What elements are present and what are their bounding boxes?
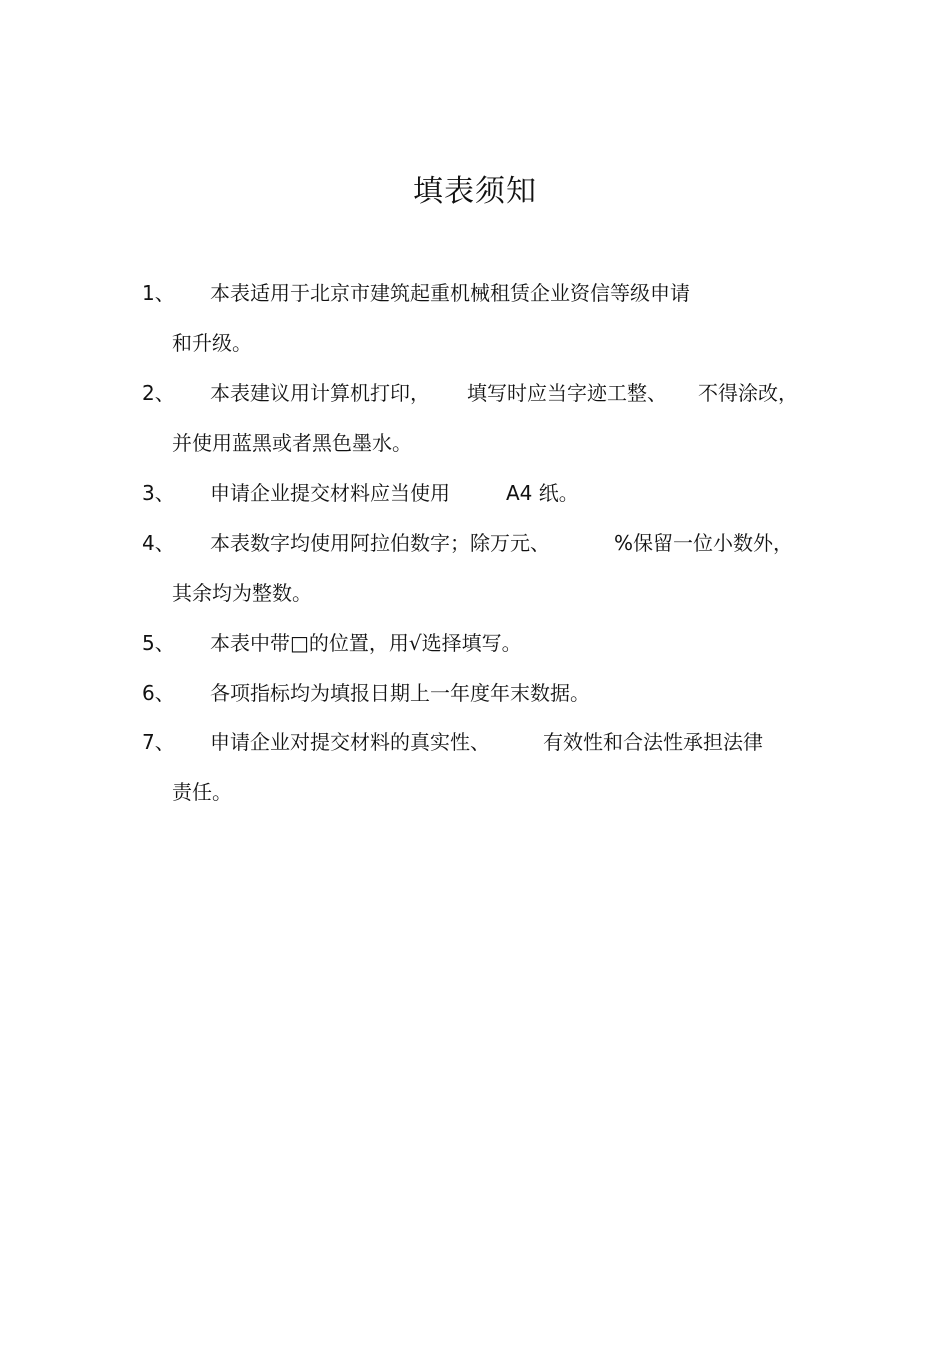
- item-text: 本表数字均使用阿拉伯数字；除万元、: [210, 531, 550, 555]
- item-text: 申请企业提交材料应当使用: [210, 481, 450, 505]
- item-text-continued: 其余均为整数。: [172, 581, 312, 605]
- item-text-continued: 和升级。: [172, 331, 252, 355]
- item-number: 3、: [142, 481, 175, 505]
- item-text: 申请企业对提交材料的真实性、: [210, 730, 490, 754]
- item-number: 2、: [142, 381, 175, 405]
- page-title: 填表须知: [413, 174, 537, 209]
- item-text-continued: 并使用蓝黑或者黑色墨水。: [172, 431, 412, 455]
- item-number: 4、: [142, 531, 175, 555]
- item-text: [210, 379, 430, 407]
- item-text-segment: 填写时应当字迹工整、: [467, 381, 667, 405]
- item-number: 1、: [142, 281, 175, 305]
- item-text: 各项指标均为填报日期上一年度年末数据。: [210, 681, 590, 705]
- item-text: 本表中带□的位置，用√选择填写。: [210, 631, 522, 655]
- item-number: 7、: [142, 730, 175, 754]
- item-text-segment: A4 纸。: [506, 481, 579, 505]
- item-text-segment: 有效性和合法性承担法律: [543, 730, 763, 754]
- item-text: 本表适用于北京市建筑起重机械租赁企业资信等级申请: [210, 281, 690, 305]
- item-text-segment: %保留一位小数外，: [614, 531, 794, 555]
- item-number: 6、: [142, 681, 175, 705]
- item-text-continued: 责任。: [172, 780, 232, 804]
- item-text-segment: 不得涂改，: [698, 381, 798, 405]
- item-text-segment: 本表建议用计算机打印，: [210, 381, 430, 405]
- item-number: 5、: [142, 631, 175, 655]
